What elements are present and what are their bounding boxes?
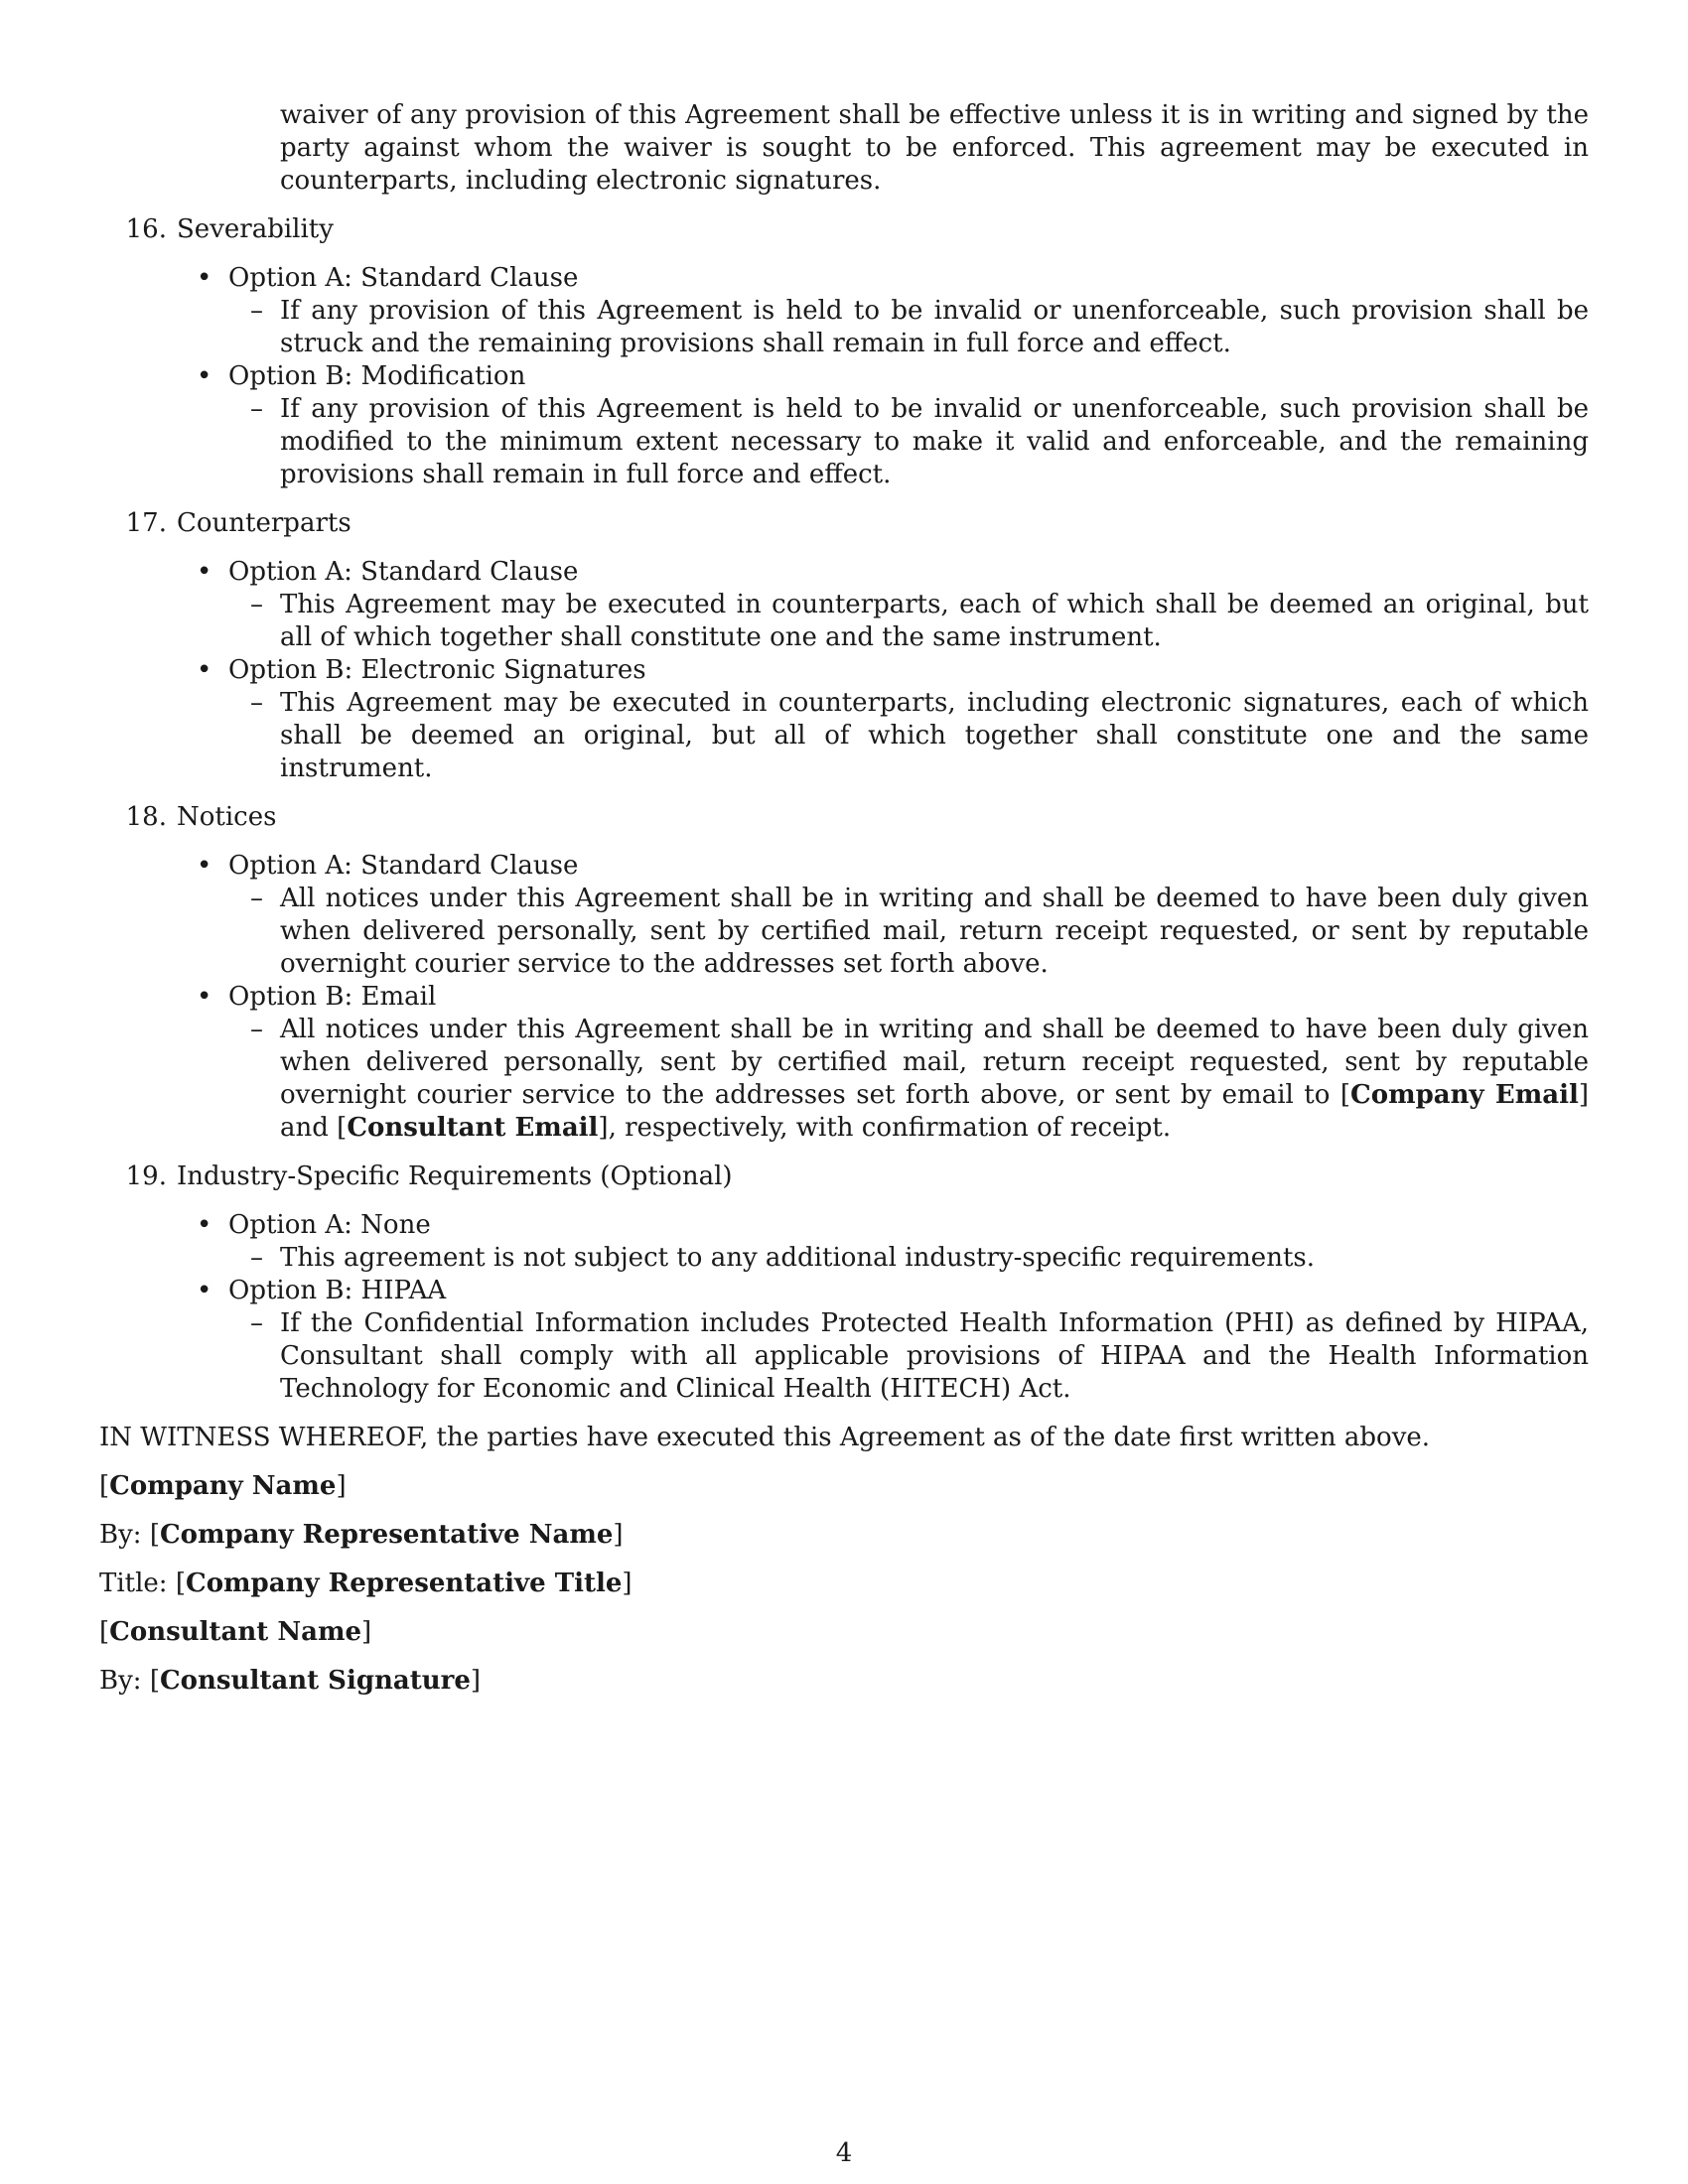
section-heading xyxy=(99,801,1589,834)
option-body: If any provision of this Agreement is held to be invalid or unenforceable, such provision shall be struck and the remaining provisions shall remain in full force and effect. xyxy=(280,296,1589,358)
option-label: Option A: Standard Clause xyxy=(228,557,579,587)
option-item xyxy=(99,654,1589,785)
option-item xyxy=(99,1275,1589,1406)
option-item xyxy=(99,556,1589,654)
bullet-icon: • xyxy=(197,982,212,1012)
witness-statement: IN WITNESS WHEREOF, the parties have executed this Agreement as of the date first written above. xyxy=(99,1423,1431,1452)
options-list xyxy=(99,556,1589,785)
options-list xyxy=(99,262,1589,491)
company-email-placeholder: Company Email xyxy=(1350,1080,1579,1110)
continuation-paragraph: waiver of any provision of this Agreement shall be effective unless it is in writing and signed by the party against whom the waiver is sought to be enforced. This agreement may be executed in counterparts, including electronic signatures. xyxy=(280,100,1589,196)
company-rep-name-line: By: [Company Representative Name] xyxy=(99,1520,624,1550)
dash-icon: – xyxy=(250,296,263,326)
section-number: 16. xyxy=(125,214,167,244)
section-industry-requirements xyxy=(99,1160,1589,1406)
section-number: 19. xyxy=(125,1161,167,1191)
dash-icon: – xyxy=(250,1015,263,1044)
section-notices xyxy=(99,801,1589,1145)
dash-icon: – xyxy=(250,1243,263,1273)
sections-container xyxy=(99,213,1589,1713)
company-rep-name-placeholder: Company Representative Name xyxy=(159,1520,614,1550)
option-body: If the Confidential Information includes Protected Health Information (PHI) as defined by HIPAA, Consultant shall comply with all applicable provisions of HIPAA and the Health Information Technology for Economic and Clinical Health (HITECH) Act. xyxy=(280,1308,1589,1404)
option-label: Option B: Modification xyxy=(228,361,526,391)
option-item xyxy=(99,850,1589,981)
bullet-icon: • xyxy=(197,263,212,293)
option-body: All notices under this Agreement shall be in writing and shall be deemed to have been duly given when delivered personally, sent by certified mail, return receipt requested, or sent by reputable overnight courier service to the addresses set forth above. xyxy=(280,884,1589,979)
option-body: This Agreement may be executed in counterparts, including electronic signatures, each of which shall be deemed an original, but all of which together shall constitute one and the same instrument. xyxy=(280,688,1589,783)
bullet-icon: • xyxy=(197,851,212,881)
option-label: Option B: Electronic Signatures xyxy=(228,655,646,685)
company-rep-title-placeholder: Company Representative Title xyxy=(186,1569,623,1598)
option-body-post: , respectively, with confirmation of receipt. xyxy=(608,1113,1172,1143)
options-list xyxy=(99,1209,1589,1406)
option-label: Option A: None xyxy=(228,1210,431,1240)
consultant-name-line: [Consultant Name] xyxy=(99,1617,372,1647)
section-heading xyxy=(99,1160,1589,1193)
consultant-signature-line: By: [Consultant Signature] xyxy=(99,1666,482,1696)
option-body-mid: and xyxy=(280,1113,338,1143)
option-item xyxy=(99,262,1589,360)
bullet-icon: • xyxy=(197,361,212,391)
section-title: Counterparts xyxy=(177,508,352,538)
option-body: If any provision of this Agreement is held to be invalid or unenforceable, such provision shall be modified to the minimum extent necessary to make it valid and enforceable, and the remaining provisions shall remain in full force and effect. xyxy=(280,394,1589,489)
section-heading xyxy=(99,507,1589,540)
bullet-icon: • xyxy=(197,557,212,587)
option-item xyxy=(99,1209,1589,1275)
dash-icon: – xyxy=(250,1308,263,1338)
option-label: Option A: Standard Clause xyxy=(228,263,579,293)
dash-icon: – xyxy=(250,394,263,424)
option-label: Option A: Standard Clause xyxy=(228,851,579,881)
section-severability xyxy=(99,213,1589,491)
company-name-line: [Company Name] xyxy=(99,1471,347,1501)
section-number: 17. xyxy=(125,508,167,538)
company-name-placeholder: Company Name xyxy=(109,1471,337,1501)
bullet-icon: • xyxy=(197,1210,212,1240)
consultant-email-placeholder: Consultant Email xyxy=(347,1113,599,1143)
page-number: 4 xyxy=(835,2138,853,2168)
company-rep-title-line: Title: [Company Representative Title] xyxy=(99,1569,633,1598)
consultant-name-placeholder: Consultant Name xyxy=(109,1617,361,1647)
section-title: Severability xyxy=(177,214,334,244)
section-title: Industry-Specific Requirements (Optional) xyxy=(177,1161,733,1191)
dash-icon: – xyxy=(250,884,263,913)
title-label: Title: xyxy=(99,1569,168,1598)
section-counterparts xyxy=(99,507,1589,785)
section-title: Notices xyxy=(177,802,277,832)
by-label: By: xyxy=(99,1666,142,1696)
bullet-icon: • xyxy=(197,655,212,685)
option-item: • Option B: Email – All notices under this Agreement shall be in writing and shall be deemed to have been duly given when delivered personally, sent by certified mail, return receipt requested, sent by reputable overnight courier service to the addresses set forth above, or sent by email to [Company Email] and [Consultant Email], respectively, with confirmation of receipt. xyxy=(197,982,1589,1143)
dash-icon: – xyxy=(250,688,263,718)
options-list xyxy=(99,850,1589,1145)
option-body: This agreement is not subject to any additional industry-specific requirements. xyxy=(280,1243,1315,1273)
option-body-pre: All notices under this Agreement shall be in writing and shall be deemed to have been duly given when delivered personally, sent by certified mail, return receipt requested, sent by reputable overnight courier service to the addresses set forth above, or sent by email to xyxy=(280,1015,1589,1110)
section-heading xyxy=(99,213,1589,246)
signature-block xyxy=(99,1422,1589,1698)
by-label: By: xyxy=(99,1520,142,1550)
consultant-signature-placeholder: Consultant Signature xyxy=(159,1666,471,1696)
bullet-icon: • xyxy=(197,1276,212,1305)
section-number: 18. xyxy=(125,802,167,832)
option-label: Option B: Email xyxy=(228,982,437,1012)
dash-icon: – xyxy=(250,590,263,619)
option-body: This Agreement may be executed in counterparts, each of which shall be deemed an original, but all of which together shall constitute one and the same instrument. xyxy=(280,590,1589,652)
option-label: Option B: HIPAA xyxy=(228,1276,447,1305)
option-item xyxy=(99,360,1589,491)
